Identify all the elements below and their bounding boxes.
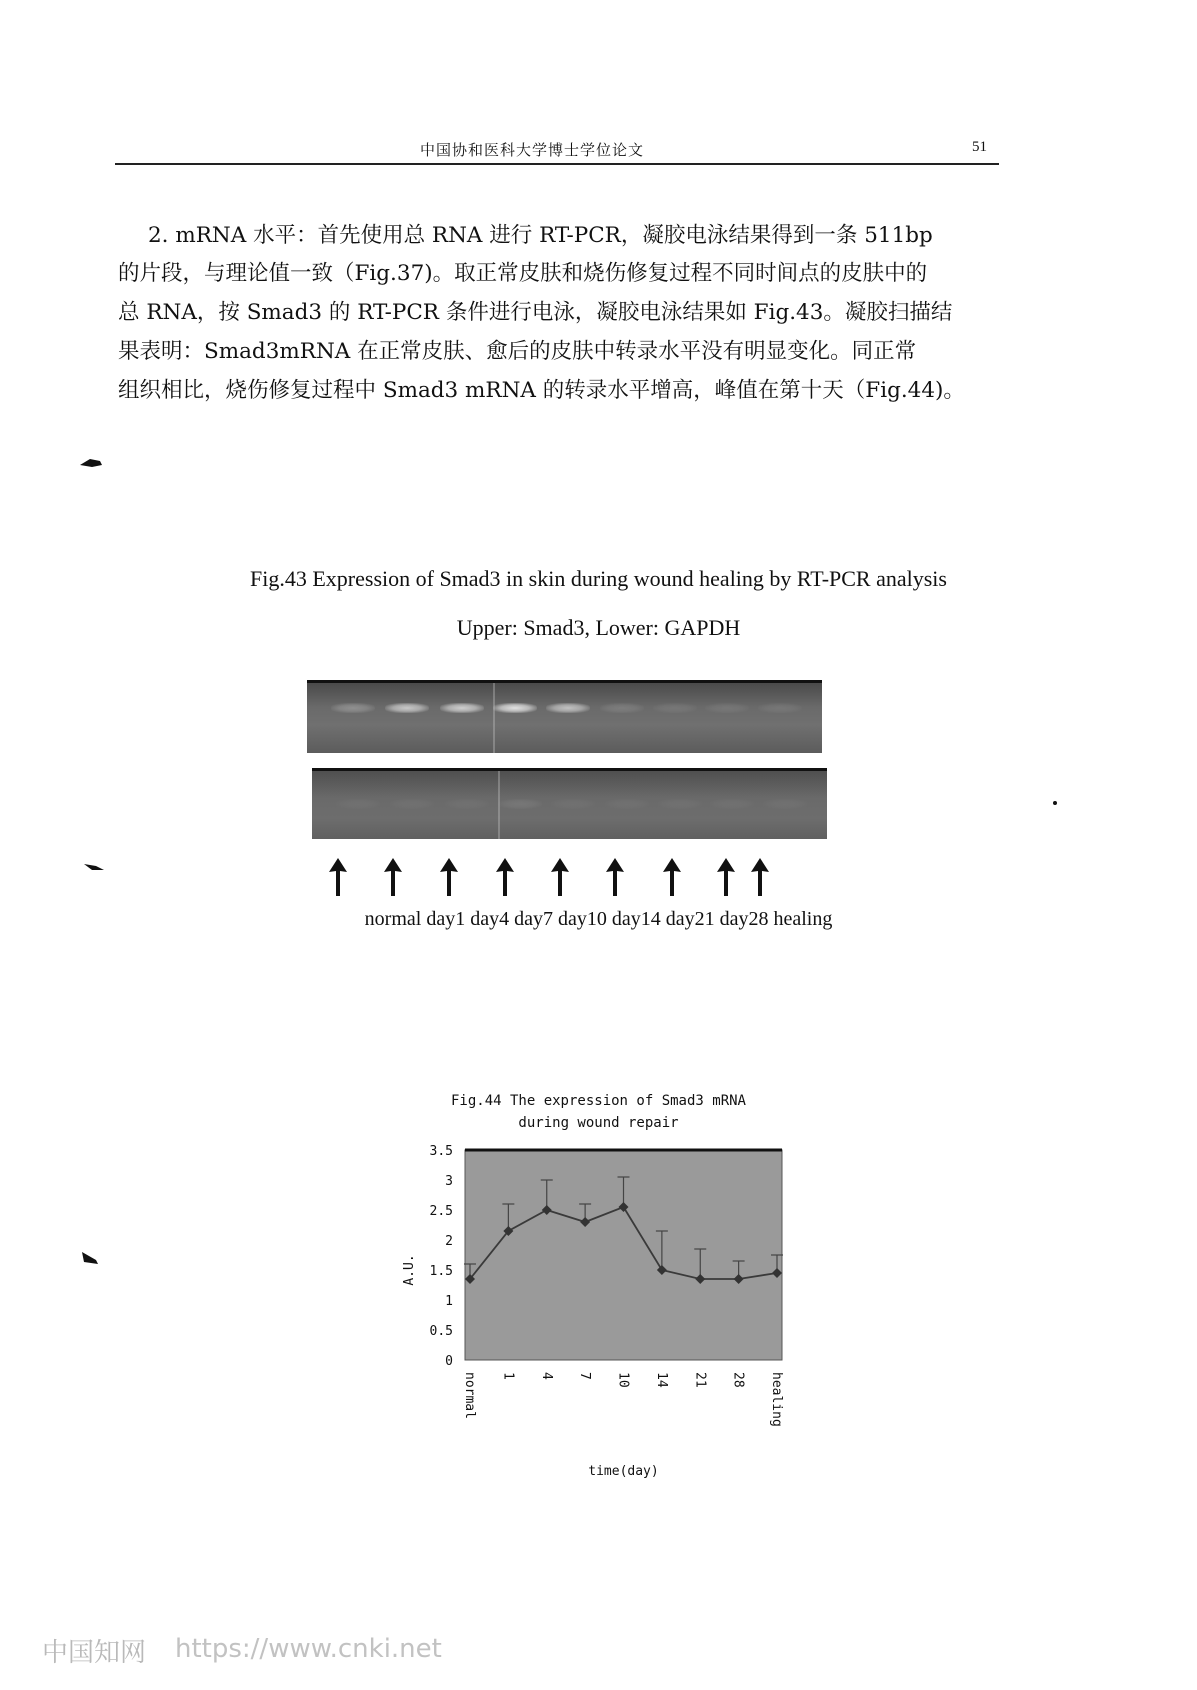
x-tick-label: normal (462, 1372, 477, 1419)
watermark-url: https://www.cnki.net (175, 1634, 442, 1664)
fig44-title (0, 1090, 1197, 1134)
y-tick-label: 3 (445, 1174, 453, 1189)
x-tick-label: healing (769, 1372, 784, 1427)
lane-arrow-icon (662, 858, 682, 896)
gel-band (600, 703, 644, 713)
y-tick-label: 2.5 (429, 1204, 453, 1219)
scan-mark (78, 455, 104, 469)
body-line-5: 组织相比，烧伤修复过程中 Smad3 mRNA 的转录水平增高，峰值在第十天（Fig.44)。 (118, 378, 965, 403)
y-tick-label: 3.5 (429, 1144, 453, 1159)
x-axis-label: time(day) (588, 1464, 659, 1479)
gel-band (653, 703, 697, 713)
lane-arrow-icon (750, 858, 770, 896)
scan-mark (80, 1250, 100, 1266)
watermark-brand: 中国知网 (42, 1638, 147, 1668)
gel-band (546, 703, 590, 713)
x-tick-label: 1 (500, 1372, 516, 1380)
gel-band (440, 703, 484, 713)
lane-arrow-icon (328, 858, 348, 896)
gel-band (551, 799, 595, 809)
body-line-4: 果表明：Smad3mRNA 在正常皮肤、愈后的皮肤中转录水平没有明显变化。同正常 (118, 339, 917, 364)
gel-band (658, 799, 702, 809)
gel-band (705, 703, 749, 713)
gel-band (758, 703, 802, 713)
lane-arrow-icon (439, 858, 459, 896)
gel-lane-streak (493, 683, 495, 753)
gel-band (336, 799, 380, 809)
lane-arrow-icon (383, 858, 403, 896)
gel-band (605, 799, 649, 809)
gel-band (493, 703, 537, 713)
running-header-title: 中国协和医科大学博士学位论文 (420, 141, 645, 159)
gel-band (445, 799, 489, 809)
gel-image-gapdh (312, 768, 827, 839)
y-axis-label: A.U. (402, 1254, 417, 1286)
fig44-chart (380, 1140, 800, 1480)
x-tick-label: 14 (653, 1372, 669, 1388)
y-tick-label: 1 (445, 1294, 453, 1309)
fig44-title-line1: Fig.44 The expression of Smad3 mRNA (450, 1093, 746, 1109)
x-tick-label: 7 (577, 1372, 593, 1380)
header-rule (115, 163, 999, 165)
scan-dot (1052, 800, 1058, 806)
fig43-lane-labels: normal day1 day4 day7 day10 day14 day21 day28 healing (364, 908, 833, 930)
x-tick-label: 4 (538, 1372, 554, 1380)
body-line-2: 的片段，与理论值一致（Fig.37)。取正常皮肤和烧伤修复过程不同时间点的皮肤中的 (118, 261, 928, 286)
lane-arrow-icon (495, 858, 515, 896)
x-tick-label: 28 (730, 1372, 746, 1388)
y-tick-label: 0.5 (429, 1324, 453, 1339)
lane-arrow-icon (716, 858, 736, 896)
lane-arrow-icon (605, 858, 625, 896)
x-tick-label: 21 (692, 1372, 708, 1388)
gel-band (498, 799, 542, 809)
body-line-1: 2. mRNA 水平：首先使用总 RNA 进行 RT-PCR，凝胶电泳结果得到一条 511bp (148, 223, 933, 248)
fig43-subcaption: Upper: Smad3, Lower: GAPDH (456, 615, 741, 640)
body-line-3: 总 RNA，按 Smad3 的 RT-PCR 条件进行电泳，凝胶电泳结果如 Fig.43。凝胶扫描结 (118, 300, 953, 325)
fig43-caption: Fig.43 Expression of Smad3 in skin during wound healing by RT-PCR analysis (250, 566, 947, 591)
y-tick-label: 0 (445, 1354, 453, 1369)
y-tick-label: 1.5 (429, 1264, 453, 1279)
gel-band (385, 703, 429, 713)
y-tick-label: 2 (445, 1234, 453, 1249)
gel-band (763, 799, 807, 809)
gel-image-smad3 (307, 680, 822, 753)
fig44-title-line2: during wound repair (518, 1115, 679, 1131)
lane-arrows (0, 858, 1197, 898)
lane-arrow-icon (550, 858, 570, 896)
gel-band (710, 799, 754, 809)
x-tick-label: 10 (615, 1372, 631, 1388)
gel-band (390, 799, 434, 809)
page-number: 51 (972, 139, 987, 155)
gel-band (331, 703, 375, 713)
gel-lane-streak (498, 771, 500, 839)
